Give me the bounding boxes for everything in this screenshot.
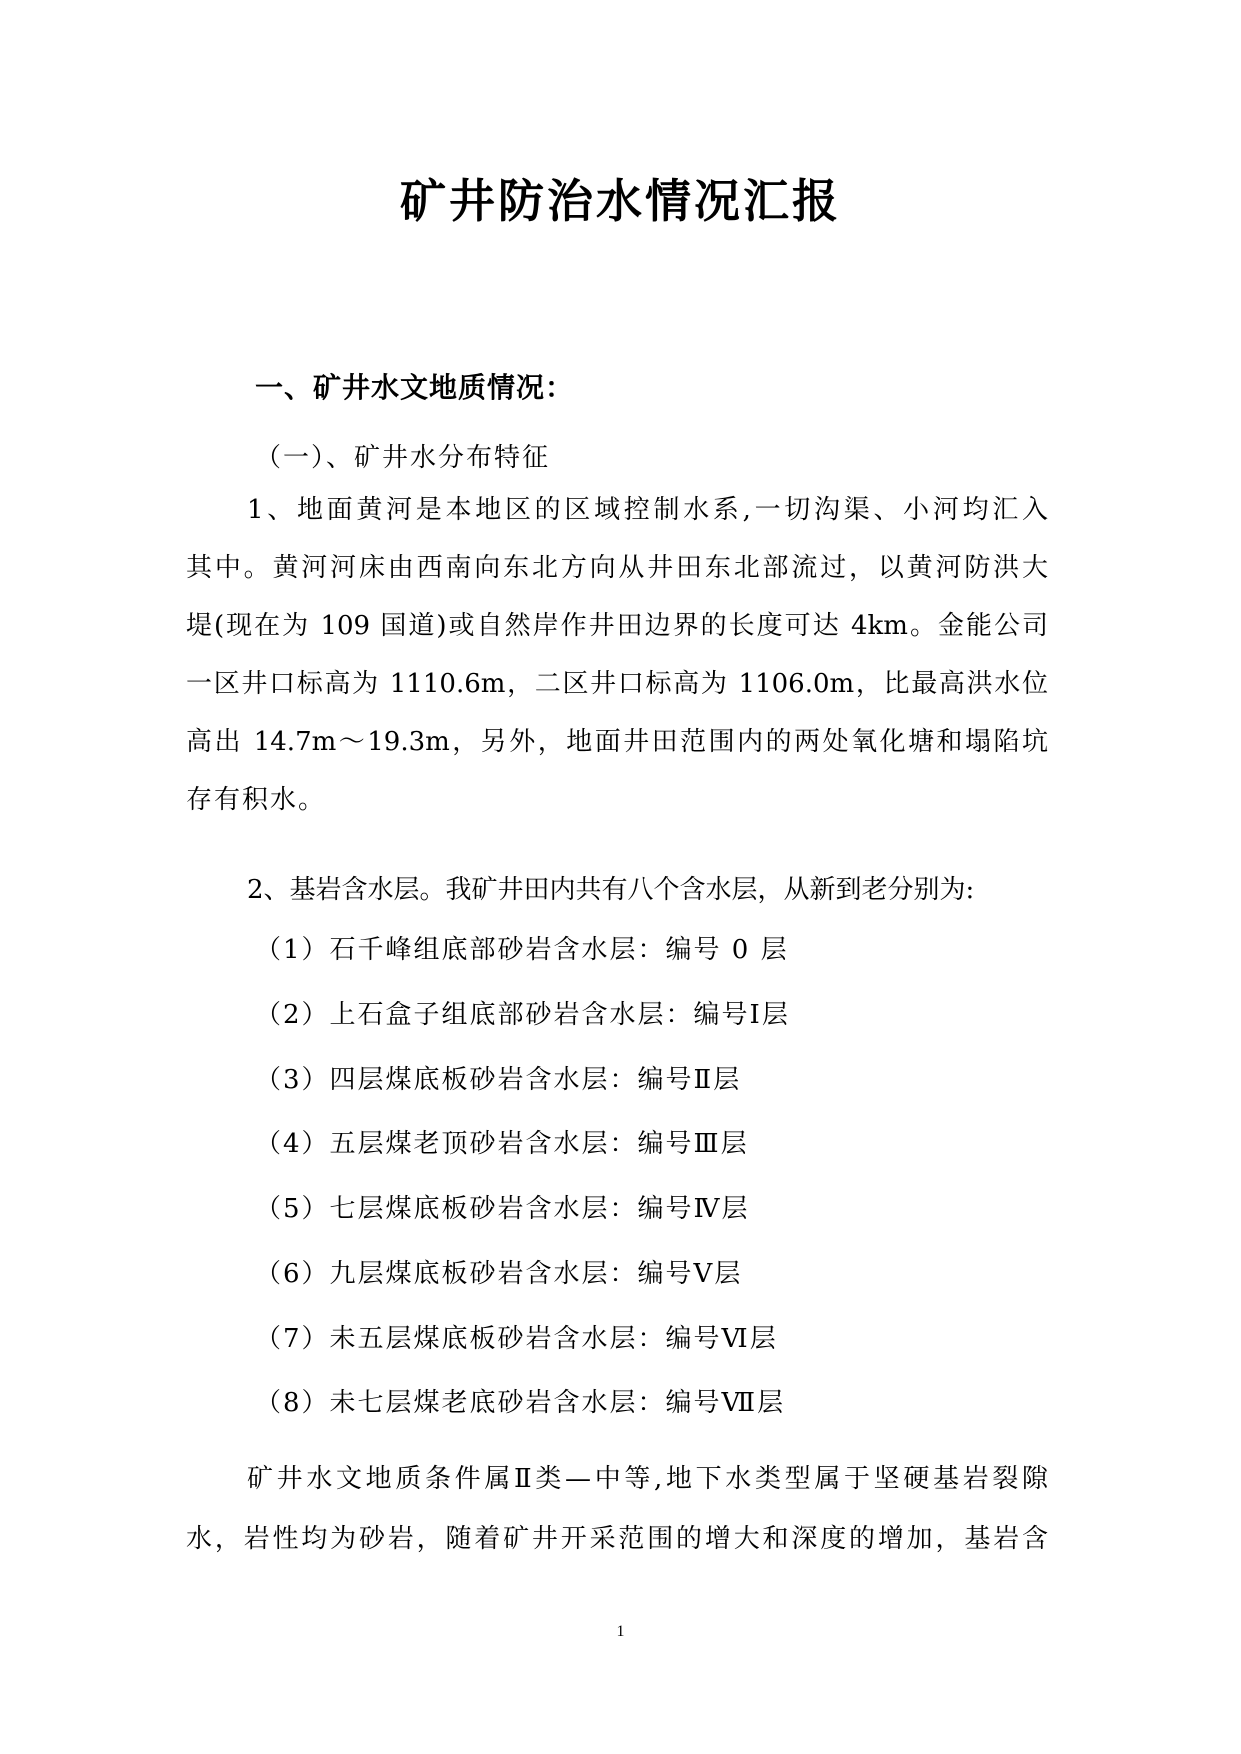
subsection-heading: （一）、矿井水分布特征 [255, 443, 551, 473]
page-number: 1 [616, 1623, 625, 1640]
document-title: 矿井防治水情况汇报 [400, 174, 841, 228]
list-item: （2）上石盒子组底部砂岩含水层：编号Ⅰ层 [255, 1000, 790, 1030]
paragraph-line: 其中。黄河河床由西南向东北方向从井田东北部流过，以黄河防洪大 [186, 553, 1048, 583]
paragraph-line: 堤(现在为 109 国道)或自然岸作井田边界的长度可达 4km。金能公司 [186, 611, 1048, 641]
list-item: （5）七层煤底板砂岩含水层：编号Ⅳ层 [255, 1194, 750, 1224]
paragraph-line: 矿井水文地质条件属Ⅱ类—中等,地下水类型属于坚硬基岩裂隙 [247, 1464, 1048, 1494]
paragraph-line: 2、基岩含水层。我矿井田内共有八个含水层，从新到老分别为: [247, 875, 975, 905]
paragraph-line: 存有积水。 [186, 785, 327, 815]
section-heading: 一、矿井水文地质情况： [255, 371, 575, 404]
list-item: （3）四层煤底板砂岩含水层：编号Ⅱ层 [255, 1065, 742, 1095]
list-item: （6）九层煤底板砂岩含水层：编号Ⅴ层 [255, 1259, 743, 1289]
paragraph-line: 高出 14.7m～19.3m，另外，地面井田范围内的两处氧化塘和塌陷坑 [186, 727, 1048, 757]
list-item: （7）未五层煤底板砂岩含水层：编号Ⅵ层 [255, 1324, 778, 1354]
paragraph-line: 水，岩性均为砂岩，随着矿井开采范围的增大和深度的增加，基岩含 [186, 1524, 1048, 1554]
list-item: （4）五层煤老顶砂岩含水层：编号Ⅲ层 [255, 1129, 749, 1159]
paragraph-line: 1、地面黄河是本地区的区域控制水系,一切沟渠、小河均汇入 [247, 495, 1048, 525]
list-item: （8）未七层煤老底砂岩含水层：编号Ⅶ层 [255, 1388, 786, 1418]
paragraph-line: 一区井口标高为 1110.6m，二区井口标高为 1106.0m，比最高洪水位 [186, 669, 1048, 699]
list-item: （1）石千峰组底部砂岩含水层：编号 0 层 [255, 935, 789, 965]
